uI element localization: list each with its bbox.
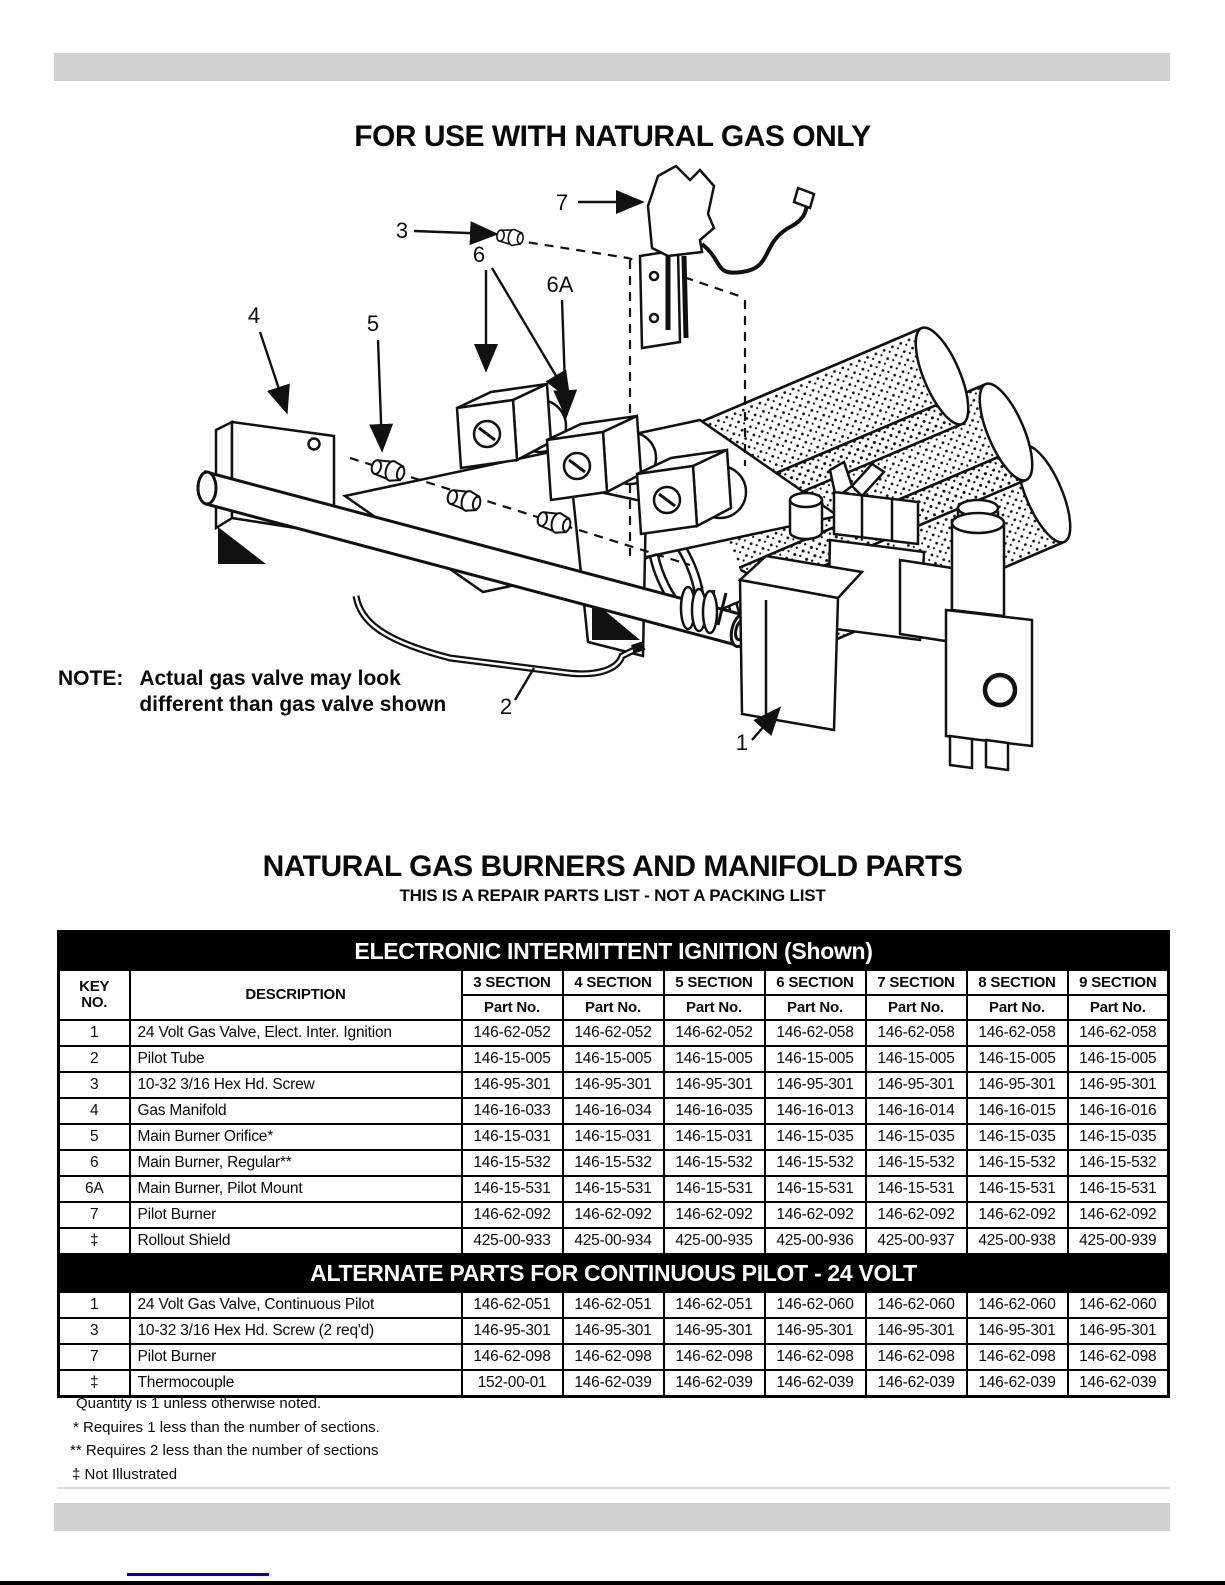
footnote-double-asterisk: ** Requires 2 less than the number of sections [70,1442,379,1459]
table-band-alternate [59,1254,1169,1292]
band1-title: ELECTRONIC INTERMITTENT IGNITION (Shown) [59,932,1169,971]
part-no-cell: 146-15-532 [765,1150,866,1176]
part-no-cell: 146-62-092 [866,1202,967,1228]
part-no-cell: 146-62-092 [765,1202,866,1228]
part-no-cell: 146-15-532 [1068,1150,1169,1176]
part-no-cell: 146-15-532 [866,1150,967,1176]
part-no-cell: 146-15-035 [1068,1124,1169,1150]
part-no-cell: 146-15-532 [462,1150,563,1176]
part-no-cell: 146-62-060 [866,1292,967,1318]
part-no-cell: 146-62-039 [967,1370,1068,1397]
page-title: FOR USE WITH NATURAL GAS ONLY [354,120,871,153]
part-no-cell: 146-62-092 [563,1202,664,1228]
table-header-row-1 [59,970,1169,995]
part-no-cell: 146-16-013 [765,1098,866,1124]
parts-row [59,1124,1169,1150]
parts-row [59,1098,1169,1124]
part-no-cell: 425-00-938 [967,1228,1068,1254]
part-no-cell: 146-62-051 [462,1292,563,1318]
note-line2: different than gas valve shown [139,693,447,716]
part-no-cell: 425-00-935 [664,1228,765,1254]
part-no-cell: 146-95-301 [1068,1072,1169,1098]
part-no-cell: 146-95-301 [462,1072,563,1098]
part-no-cell: 146-15-031 [664,1124,765,1150]
part-no-cell: 146-95-301 [664,1072,765,1098]
part-no-cell: 146-95-301 [866,1072,967,1098]
part-no-header: Part No. [462,995,563,1020]
note-label: NOTE: [58,667,124,690]
key-no-cell: 5 [59,1124,130,1150]
callout-6: 6 [472,242,486,267]
parts-table [57,930,1170,1398]
electronic-ignition-rows [59,1020,1169,1254]
part-no-cell: 152-00-01 [462,1370,563,1397]
callout-5: 5 [366,311,380,336]
part-no-cell: 146-62-092 [1068,1202,1169,1228]
parts-row [59,1318,1169,1344]
part-no-cell: 146-62-052 [563,1020,664,1046]
part-no-cell: 425-00-937 [866,1228,967,1254]
part-no-cell: 146-62-060 [765,1292,866,1318]
callout-3: 3 [395,218,409,243]
col-header-section-5: 5 SECTION [664,970,765,995]
part-no-cell: 146-15-005 [967,1046,1068,1072]
part-no-cell: 146-62-039 [563,1370,664,1397]
key-no-cell: 6A [59,1176,130,1202]
part-no-cell: 146-16-034 [563,1098,664,1124]
description-cell: Gas Manifold [130,1098,462,1124]
part-no-cell: 425-00-939 [1068,1228,1169,1254]
key-no-cell: ‡ [59,1228,130,1254]
part-no-cell: 146-95-301 [563,1072,664,1098]
description-cell: Pilot Tube [130,1046,462,1072]
part-no-cell: 146-95-301 [967,1072,1068,1098]
continuous-pilot-rows [59,1292,1169,1397]
part-no-cell: 146-15-005 [664,1046,765,1072]
parts-row [59,1150,1169,1176]
key-no-cell: 6 [59,1150,130,1176]
part-no-cell: 146-95-301 [765,1072,866,1098]
callout-7: 7 [555,190,569,215]
gas-valve-note [58,666,446,718]
col-header-section-7: 7 SECTION [866,970,967,995]
part-no-cell: 146-62-039 [765,1370,866,1397]
part-no-cell: 146-15-035 [967,1124,1068,1150]
parts-subheading: THIS IS A REPAIR PARTS LIST - NOT A PACKING LIST [399,886,826,905]
part-no-header: Part No. [1068,995,1169,1020]
part-no-cell: 425-00-933 [462,1228,563,1254]
description-cell: Pilot Burner [130,1202,462,1228]
callout-6a: 6A [546,272,574,297]
part-no-cell: 146-62-092 [967,1202,1068,1228]
key-line1: KEY [79,978,110,996]
footnotes [70,1392,380,1486]
parts-row [59,1072,1169,1098]
table-band-alternate-wrap [59,1254,1169,1292]
footnote-quantity: Quantity is 1 unless otherwise noted. [76,1395,322,1412]
part-no-cell: 146-15-005 [765,1046,866,1072]
part-no-cell: 146-16-014 [866,1098,967,1124]
part-no-cell: 146-15-005 [1068,1046,1169,1072]
thin-divider [57,1487,1170,1489]
part-no-cell: 146-95-301 [563,1318,664,1344]
part-no-cell: 146-62-058 [866,1020,967,1046]
part-no-cell: 146-62-051 [664,1292,765,1318]
parts-row [59,1292,1169,1318]
part-no-cell: 146-62-092 [664,1202,765,1228]
part-no-cell: 146-62-098 [866,1344,967,1370]
part-no-cell: 146-62-098 [664,1344,765,1370]
col-header-section-6: 6 SECTION [765,970,866,995]
col-header-section-3: 3 SECTION [462,970,563,995]
part-no-cell: 146-62-098 [967,1344,1068,1370]
part-no-cell: 146-15-035 [866,1124,967,1150]
part-no-header: Part No. [664,995,765,1020]
part-no-cell: 146-62-058 [1068,1020,1169,1046]
part-no-cell: 146-15-005 [563,1046,664,1072]
description-cell: Thermocouple [130,1370,462,1397]
part-no-cell: 146-62-058 [765,1020,866,1046]
pilot-burner-drawing [640,166,814,348]
part-no-cell: 146-15-531 [462,1176,563,1202]
key-line2: NO. [81,994,108,1011]
part-no-cell: 146-62-039 [1068,1370,1169,1397]
footnote-asterisk: * Requires 1 less than the number of sections. [73,1418,380,1436]
part-no-cell: 146-62-098 [563,1344,664,1370]
callout-2: 2 [499,694,513,719]
footer-link-underline[interactable] [127,1573,269,1576]
part-no-cell: 146-15-035 [765,1124,866,1150]
description-cell: 24 Volt Gas Valve, Continuous Pilot [130,1292,462,1318]
part-no-cell: 146-15-532 [664,1150,765,1176]
part-no-cell: 146-62-098 [462,1344,563,1370]
part-no-cell: 146-16-016 [1068,1098,1169,1124]
part-no-header: Part No. [563,995,664,1020]
parts-row [59,1176,1169,1202]
description-cell: 10-32 3/16 Hex Hd. Screw (2 req'd) [130,1318,462,1344]
footnote-dagger: ‡ Not Illustrated [72,1465,178,1483]
part-no-cell: 146-15-532 [967,1150,1068,1176]
col-header-key [59,970,130,1020]
key-no-cell: ‡ [59,1370,130,1397]
part-no-cell: 146-15-531 [866,1176,967,1202]
part-no-cell: 146-95-301 [462,1318,563,1344]
key-no-cell: 7 [59,1344,130,1370]
parts-row [59,1228,1169,1254]
parts-row [59,1046,1169,1072]
part-no-cell: 146-62-039 [866,1370,967,1397]
part-no-cell: 146-62-058 [967,1020,1068,1046]
part-no-header: Part No. [967,995,1068,1020]
bottom-gray-bar [54,1503,1170,1531]
description-cell: Main Burner Orifice* [130,1124,462,1150]
part-no-header: Part No. [765,995,866,1020]
note-line1: Actual gas valve may look [139,667,401,690]
part-no-cell: 425-00-934 [563,1228,664,1254]
key-no-cell: 3 [59,1318,130,1344]
part-no-cell: 146-95-301 [664,1318,765,1344]
part-no-cell: 146-62-098 [765,1344,866,1370]
part-no-cell: 146-15-531 [1068,1176,1169,1202]
table-band-electronic [59,932,1169,971]
part-no-cell: 146-95-301 [765,1318,866,1344]
part-no-cell: 146-62-052 [664,1020,765,1046]
part-no-cell: 146-15-031 [563,1124,664,1150]
parts-row [59,1202,1169,1228]
description-cell: 10-32 3/16 Hex Hd. Screw [130,1072,462,1098]
parts-row [59,1344,1169,1370]
part-no-cell: 146-15-031 [462,1124,563,1150]
key-no-cell: 1 [59,1020,130,1046]
part-no-cell: 146-15-531 [967,1176,1068,1202]
part-no-cell: 146-15-531 [563,1176,664,1202]
part-no-cell: 146-15-531 [765,1176,866,1202]
description-cell: Main Burner, Pilot Mount [130,1176,462,1202]
part-no-cell: 146-62-060 [1068,1292,1169,1318]
part-no-cell: 146-15-005 [462,1046,563,1072]
top-gray-bar [54,53,1170,81]
part-no-cell: 146-15-531 [664,1176,765,1202]
col-header-section-8: 8 SECTION [967,970,1068,995]
key-no-cell: 2 [59,1046,130,1072]
part-no-cell: 146-62-060 [967,1292,1068,1318]
key-no-cell: 1 [59,1292,130,1318]
key-no-cell: 7 [59,1202,130,1228]
key-no-cell: 3 [59,1072,130,1098]
part-no-cell: 146-15-532 [563,1150,664,1176]
part-no-header: Part No. [866,995,967,1020]
part-no-cell: 146-95-301 [967,1318,1068,1344]
description-cell: Rollout Shield [130,1228,462,1254]
callout-1: 1 [735,730,749,755]
part-no-cell: 146-16-033 [462,1098,563,1124]
part-no-cell: 146-62-052 [462,1020,563,1046]
col-header-section-9: 9 SECTION [1068,970,1169,995]
callout-4: 4 [247,303,261,328]
part-no-cell: 146-62-039 [664,1370,765,1397]
part-no-cell: 146-15-005 [866,1046,967,1072]
description-cell: Pilot Burner [130,1344,462,1370]
part-no-cell: 425-00-936 [765,1228,866,1254]
part-no-cell: 146-16-035 [664,1098,765,1124]
part-no-cell: 146-16-015 [967,1098,1068,1124]
part-no-cell: 146-62-092 [462,1202,563,1228]
description-cell: Main Burner, Regular** [130,1150,462,1176]
parts-row [59,1020,1169,1046]
part-no-cell: 146-62-051 [563,1292,664,1318]
page-bottom-rule [0,1581,1225,1585]
col-header-description: DESCRIPTION [130,970,462,1020]
key-no-cell: 4 [59,1098,130,1124]
col-header-section-4: 4 SECTION [563,970,664,995]
band2-title: ALTERNATE PARTS FOR CONTINUOUS PILOT - 24 VOLT [59,1254,1169,1292]
part-no-cell: 146-62-098 [1068,1344,1169,1370]
part-no-cell: 146-95-301 [1068,1318,1169,1344]
part-no-cell: 146-95-301 [866,1318,967,1344]
description-cell: 24 Volt Gas Valve, Elect. Inter. Ignition [130,1020,462,1046]
parts-heading: NATURAL GAS BURNERS AND MANIFOLD PARTS [262,850,963,883]
